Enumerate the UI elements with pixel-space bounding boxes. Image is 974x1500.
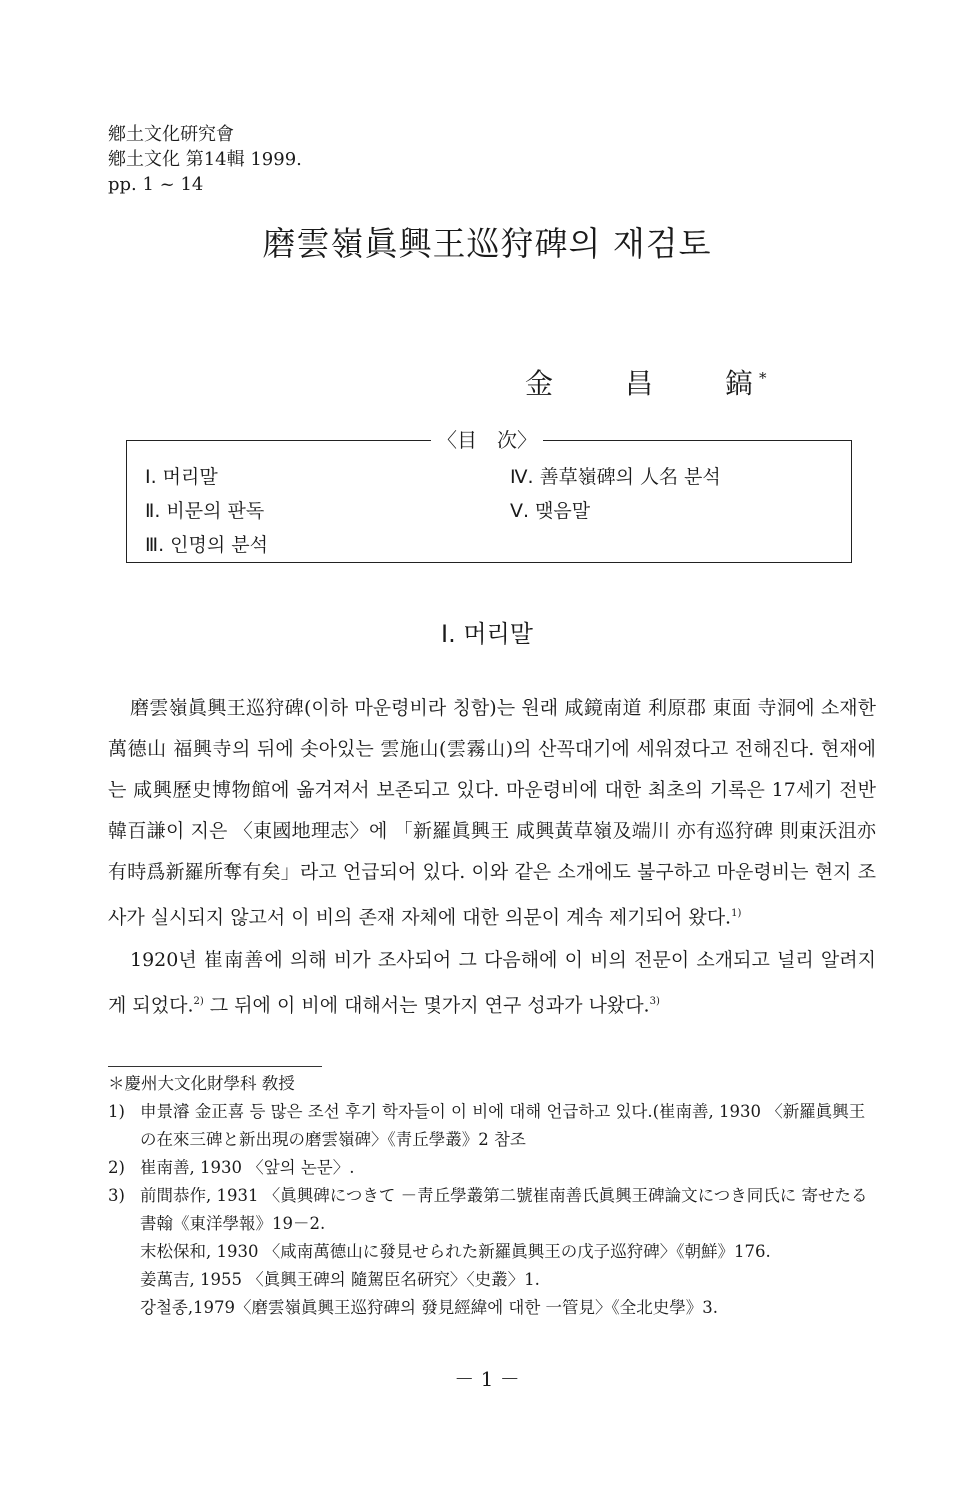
header-journal: 鄕土文化 第14輯 1999. [108, 149, 302, 170]
paragraph-1: 磨雲嶺眞興王巡狩碑(이하 마운령비라 칭함)는 원래 咸鏡南道 利原郡 東面 寺洞에 소재한 萬德山 福興寺의 뒤에 솟아있는 雲施山(雲霧山)의 산꼭대기에 세워졌다고 전해진다. 현재에는 咸興歷史博物館에 옮겨져서 보존되고 있다. 마운령비에 대한 최초의 기록은 17세기 전반 韓百謙이 지은 〈東國地理志〉에 「新羅眞興王 咸興黃草嶺及端川 亦有巡狩碑 則東沃沮亦有時爲新羅所奪有矣」라고 언급되어 있다. 이와 같은 소개에도 불구하고 마운령비는 현지 조사가 실시되지 않고서 이 비의 존재 자체에 대한 의문이 계속 제기되어 왔다.$^{1)}$ [108, 697, 876, 929]
footnote-continuation: 강철종,1979〈磨雲嶺眞興王巡狩碑의 發見經緯에 대한 一管見〉《全北史學》3. [140, 1298, 719, 1317]
footnote-number: 1) [108, 1102, 125, 1121]
footnote-ref: 2) [193, 996, 204, 1008]
footnote-text: 申景濬 金正喜 등 많은 조선 후기 학자들이 이 비에 대해 언급하고 있다.(崔南善, 1930 〈新羅眞興王の在來三碑と新出現の磨雲嶺碑〉《靑丘學叢》2 참조 [140, 1102, 866, 1149]
toc-item: Ⅴ. 맺음말 [510, 500, 591, 522]
toc-left-column [145, 460, 268, 562]
section-heading: Ⅰ. 머리말 [441, 620, 533, 648]
author-affiliation: ＊慶州大文化財學科 敎授 [108, 1074, 295, 1093]
paragraph-2: 1920년 崔南善에 의해 비가 조사되어 그 다음해에 이 비의 전문이 소개되고 널리 알려지게 되었다.$^{2)}$ 그 뒤에 이 비에 대해서는 몇가지 연구 성과가 나왔다.$^{3)}$ [108, 949, 876, 1017]
footnotes [108, 1070, 878, 1322]
toc-item: Ⅲ. 인명의 분석 [145, 534, 268, 556]
footnote-ref: 1) [731, 908, 742, 919]
author-footnote-mark: * [759, 368, 767, 387]
toc-item: Ⅳ. 善草嶺碑의 人名 분석 [510, 466, 721, 488]
author-name [525, 362, 767, 402]
footnote-rule [108, 1066, 322, 1067]
footnote-ref: 3) [649, 996, 660, 1008]
footnote-3 [108, 1182, 878, 1322]
header-pages: pp. 1 ~ 14 [108, 174, 204, 195]
page-number: － 1 － [454, 1367, 520, 1391]
author-char-3: 鎬 [725, 367, 754, 400]
toc-right-column [510, 460, 721, 528]
toc-item: Ⅱ. 비문의 판독 [145, 500, 265, 522]
toc-caption: 〈目 次〉 [0, 424, 974, 453]
author-char-2: 昌 [625, 367, 654, 400]
footnote-number: 3) [108, 1186, 125, 1205]
paper-title: 磨雲嶺眞興王巡狩碑의 재검토 [262, 224, 712, 263]
footnote-number: 2) [108, 1158, 125, 1177]
toc-item: Ⅰ. 머리말 [145, 466, 218, 488]
author-char-1: 金 [525, 367, 554, 400]
body-text [108, 688, 876, 1027]
footnote-2 [108, 1154, 878, 1182]
footnote-continuation: 末松保和, 1930 〈咸南萬德山に發見せられた新羅眞興王の戊子巡狩碑〉《朝鮮》176. [140, 1242, 771, 1261]
footnote-continuation: 姜萬吉, 1955 〈眞興王碑의 隨駕臣名硏究〉〈史叢〉1. [140, 1270, 540, 1289]
footnote-text: 崔南善, 1930 〈앞의 논문〉. [140, 1158, 355, 1177]
header-society: 鄕土文化硏究會 [108, 124, 234, 145]
journal-header [108, 122, 302, 197]
footnote-1 [108, 1098, 878, 1154]
footnote-text: 前間恭作, 1931 〈眞興碑につきて －靑丘學叢第二號崔南善氏眞興王碑論文につき同氏に 寄せたる書翰《東洋學報》19－2. 末松保和, 1930 〈咸南萬德山に發見せられた新羅眞興王の戊子巡狩碑〉《朝鮮》176. 姜萬吉, 1955 〈眞興王碑의 隨駕臣名硏究〉〈史叢〉1. 강철종,1979〈磨雲嶺眞興王巡狩碑의 發見經緯에 대한 一管見〉《全北史學》3. [140, 1186, 868, 1317]
